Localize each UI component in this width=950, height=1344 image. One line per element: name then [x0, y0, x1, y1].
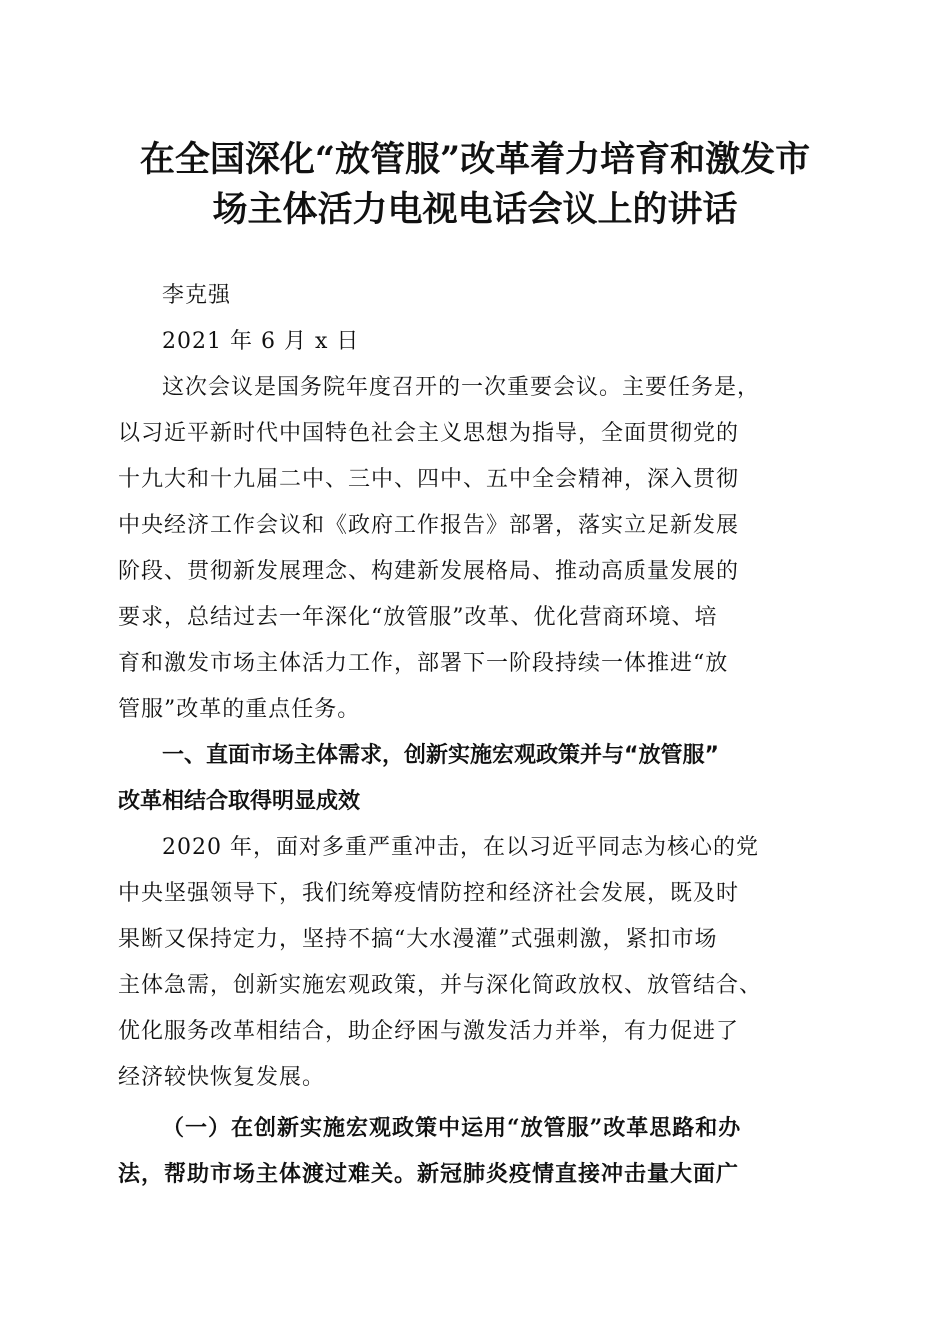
paragraph-line: 主体急需，创新实施宏观政策，并与深化简政放权、放管结合、 — [118, 973, 763, 998]
paragraph-line: 要求，总结过去一年深化“放管服”改革、优化营商环境、培 — [118, 605, 718, 630]
paragraph-line: 管服”改革的重点任务。 — [118, 697, 361, 722]
subsection-paragraph — [118, 1105, 830, 1197]
paragraph-line: 十九大和十九届二中、三中、四中、五中全会精神，深入贯彻 — [118, 467, 740, 492]
paragraph-line: 育和激发市场主体活力工作，部署下一阶段持续一体推进“放 — [118, 651, 729, 676]
document-title — [100, 135, 850, 235]
paragraph-line: 这次会议是国务院年度召开的一次重要会议。主要任务是， — [162, 375, 761, 400]
title-line-2: 场主体活力电视电话会议上的讲话 — [212, 189, 738, 230]
intro-paragraph — [118, 365, 830, 733]
heading-line: 改革相结合取得明显成效 — [118, 789, 361, 814]
author: 李克强 — [162, 283, 232, 308]
paragraph-line: 优化服务改革相结合，助企纾困与激发活力并举，有力促进了 — [118, 1019, 740, 1044]
paragraph-line: 果断又保持定力，坚持不搞“大水漫灌”式强刺激，紧扣市场 — [118, 927, 718, 952]
document-body — [118, 273, 830, 1197]
paragraph-line: 以习近平新时代中国特色社会主义思想为指导，全面贯彻党的 — [118, 421, 740, 446]
paragraph-line: 中央经济工作会议和《政府工作报告》部署，落实立足新发展 — [118, 513, 740, 538]
heading-line: 一、直面市场主体需求，创新实施宏观政策并与“放管服” — [162, 743, 719, 768]
paragraph-line: （一）在创新实施宏观政策中运用“放管服”改革思路和办 — [162, 1115, 742, 1141]
paragraph-line: 阶段、贯彻新发展理念、构建新发展格局、推动高质量发展的 — [118, 559, 740, 584]
paragraph-line: 法，帮助市场主体渡过难关。新冠肺炎疫情直接冲击量大面广 — [118, 1161, 740, 1187]
date: 2021 年 6 月 x 日 — [162, 329, 360, 354]
paragraph-line: 经济较快恢复发展。 — [118, 1065, 326, 1090]
section-paragraph — [118, 825, 830, 1101]
section-heading — [118, 733, 830, 825]
title-line-1: 在全国深化“放管服”改革着力培育和激发市 — [139, 139, 811, 180]
paragraph-line: 中央坚强领导下，我们统筹疫情防控和经济社会发展，既及时 — [118, 881, 740, 906]
paragraph-line: 2020 年，面对多重严重冲击，在以习近平同志为核心的党 — [162, 835, 759, 860]
